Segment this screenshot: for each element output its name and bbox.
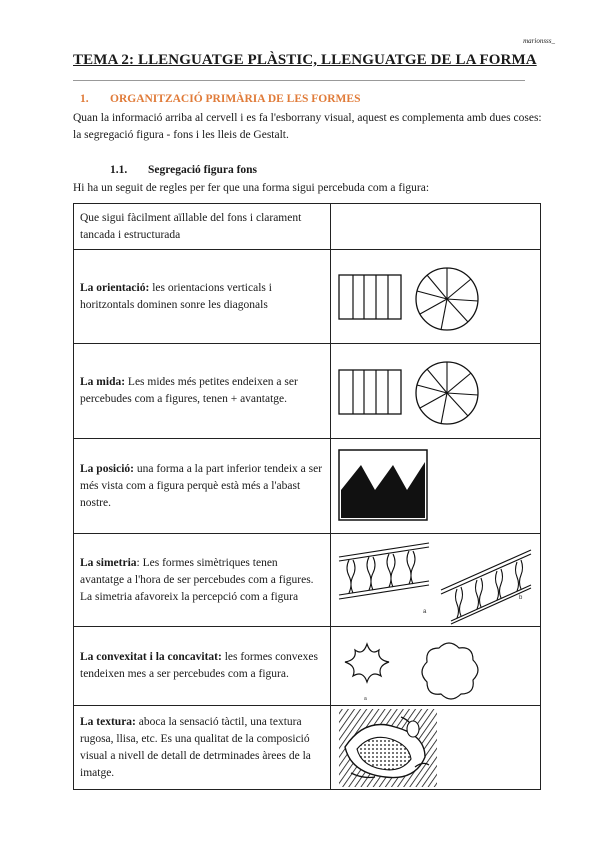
figure-label-b: b <box>519 594 523 601</box>
rule-text: Que sigui fàcilment aïllable del fons i clarament tancada i estructurada <box>80 211 302 241</box>
figure-cell <box>331 534 541 627</box>
convexity-figure <box>331 628 538 705</box>
author-signature: marionsss_ <box>523 37 555 45</box>
table-row <box>74 627 541 706</box>
rule-text: Les mides més petites endeixen a ser percebudes com a figures, tenen + avantatge. <box>80 376 298 405</box>
intro-text: Hi ha un seguit de regles per fer que una forma sigui percebuda com a figura: <box>73 182 430 194</box>
rule-text: una forma a la part inferior tendeix a ser més vista com a figura perquè està més a l'abast nostre. <box>80 462 323 509</box>
rules-table <box>73 203 541 790</box>
rule-label: La simetria <box>80 556 137 569</box>
table-row <box>74 534 541 627</box>
rule-text: les orientacions verticals i horitzontals dominen sonre les diagonals <box>80 281 272 311</box>
texture-figure <box>331 707 538 789</box>
figure-cell <box>331 250 541 344</box>
rule-label: La textura: <box>80 715 136 728</box>
figure-cell <box>331 439 541 534</box>
rule-text: les formes convexes tendeixen mes a ser percebudes com a figura. <box>80 651 318 680</box>
rule-cell <box>74 250 331 344</box>
figure-cell <box>331 627 541 706</box>
rule-text: aboca la sensació tàctil, una textura rugosa, llisa, etc. Es una qualitat de la composició visual a nivell de detall de detrminades àrees de la imatge. <box>80 715 311 779</box>
size-figure <box>331 345 538 438</box>
rule-cell <box>74 534 331 627</box>
section-heading <box>80 93 360 105</box>
orientation-figure <box>331 251 538 343</box>
rule-label: La mida: <box>80 376 126 388</box>
section-paragraph: Quan la informació arriba al cervell i es fa l'esborrany visual, aquest es complementa amb dues coses: la segregació figura - fons i les lleis de Gestalt. <box>73 112 542 141</box>
rule-label: La orientació: <box>80 281 150 294</box>
rule-cell <box>74 344 331 439</box>
figure-cell <box>331 706 541 790</box>
table-row <box>74 344 541 439</box>
figure-cell <box>331 344 541 439</box>
table-row <box>74 250 541 344</box>
figure-cell-empty <box>331 204 541 250</box>
page-title: TEMA 2: LLENGUATGE PLÀSTIC, LLENGUATGE DE LA FORMA <box>73 52 537 68</box>
subsection-title: Segregació figura fons <box>148 164 258 176</box>
table-row <box>74 706 541 790</box>
table-row <box>74 204 541 250</box>
figure-label-a: a <box>364 695 367 702</box>
section-title: ORGANITZACIÓ PRIMÀRIA DE LES FORMES <box>110 93 361 105</box>
rule-cell <box>74 439 331 534</box>
table-row <box>74 439 541 534</box>
symmetry-figure <box>331 535 538 626</box>
rule-label: La convexitat i la concavitat: <box>80 651 222 663</box>
subsection-number: 1.1. <box>110 164 128 176</box>
figure-label-a: a <box>423 608 427 615</box>
rule-cell <box>74 204 331 250</box>
rule-label: La posició: <box>80 462 134 475</box>
subsection-heading <box>110 164 257 176</box>
rule-text: : Les formes simètriques tenen avantatge a l'hora de ser percebudes com a figures. La simetria afavoreix la percepció com a figura <box>80 556 314 603</box>
title-divider <box>73 80 525 81</box>
rule-cell <box>74 706 331 790</box>
rule-cell <box>74 627 331 706</box>
position-figure <box>331 440 538 533</box>
section-number: 1. <box>80 93 89 105</box>
